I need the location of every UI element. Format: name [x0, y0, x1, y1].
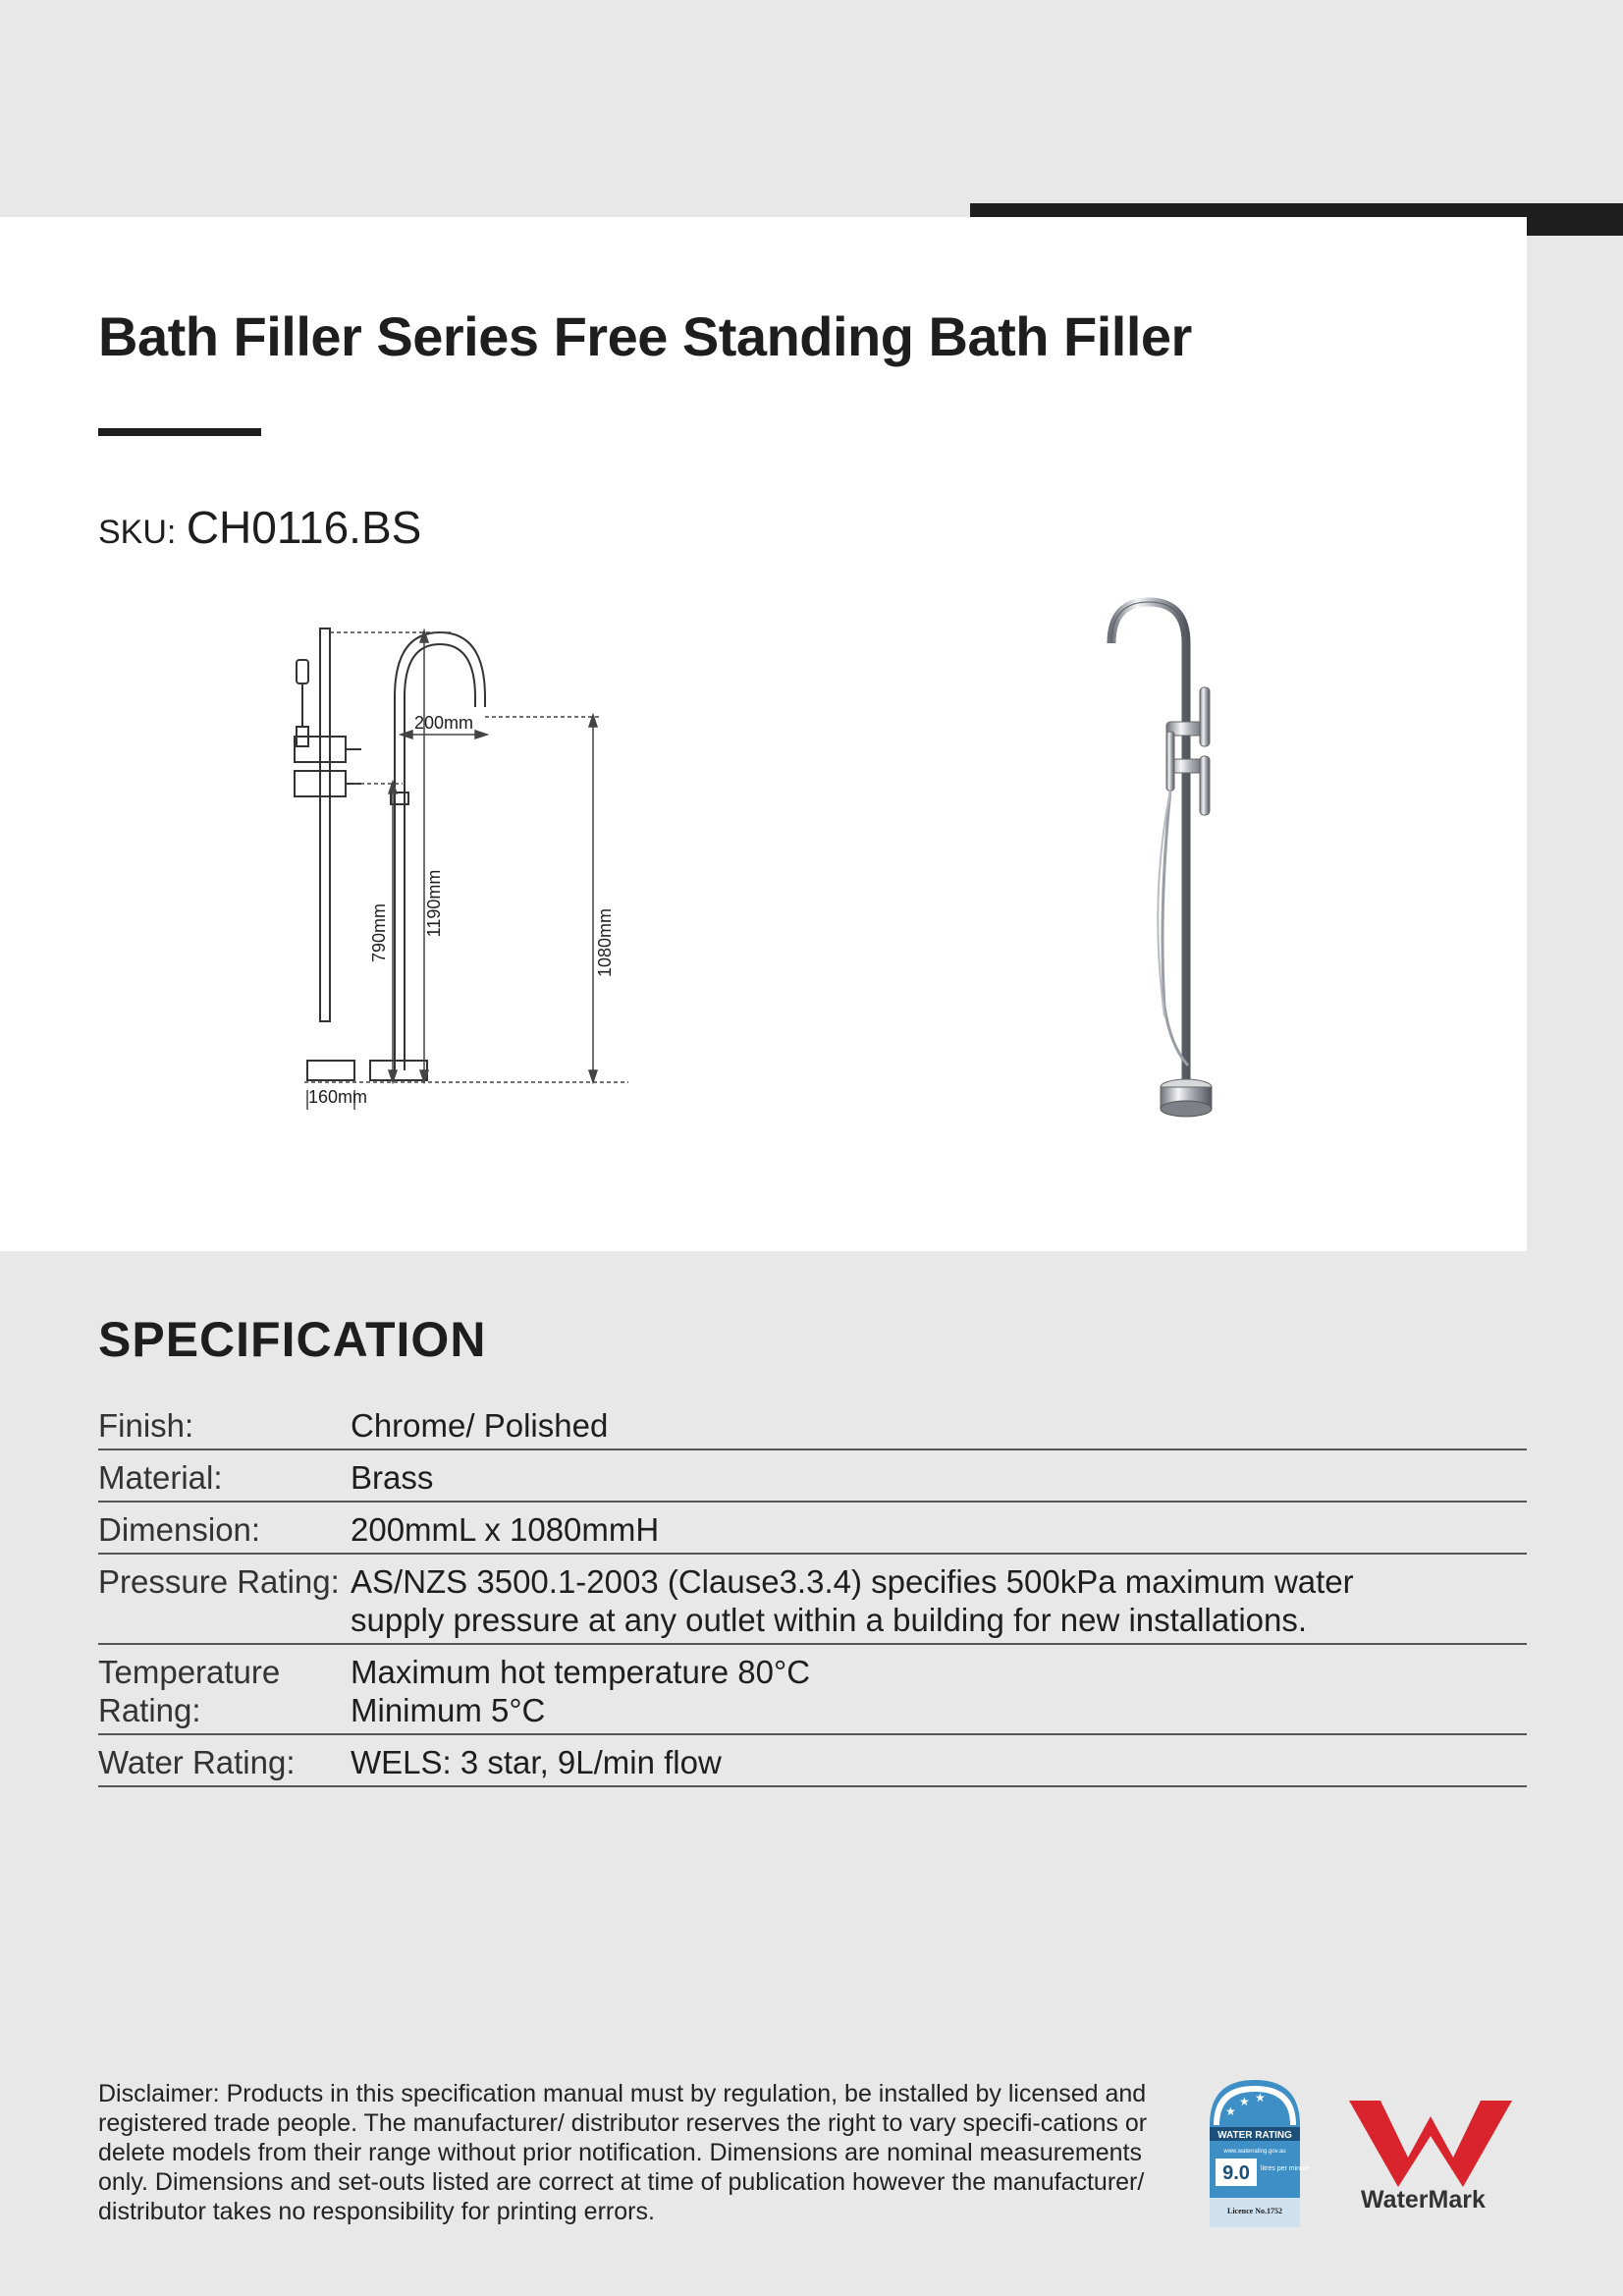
handshower-head — [297, 660, 308, 683]
spec-value — [351, 1406, 1527, 1445]
spec-label: Material: — [98, 1459, 223, 1496]
spec-value — [351, 1562, 1527, 1639]
spec-label: Water Rating: — [98, 1744, 296, 1780]
dim-790-label: 790mm — [369, 902, 389, 963]
spec-value-line: Chrome/ Polished — [351, 1407, 609, 1444]
spec-row-dimension — [98, 1503, 1527, 1555]
spec-value — [351, 1510, 1527, 1549]
watermark-label: WaterMark — [1361, 2186, 1486, 2214]
dim-1190-label: 1190mm — [424, 869, 444, 938]
sku-line — [98, 501, 421, 554]
product-photo — [1070, 584, 1267, 1124]
spec-value-line: supply pressure at any outlet within a building for new installations. — [351, 1602, 1308, 1638]
sku-value: CH0116.BS — [186, 502, 422, 553]
wels-water-rating-badge — [1210, 2080, 1310, 2227]
specification-heading: SPECIFICATION — [98, 1312, 487, 1367]
spec-value-line: Minimum 5°C — [351, 1692, 546, 1728]
spec-value — [351, 1743, 1527, 1781]
spec-row-material — [98, 1450, 1527, 1503]
spec-value-line: 200mmL x 1080mmH — [351, 1511, 660, 1548]
svg-text:★: ★ — [1225, 2105, 1236, 2118]
spec-row-temperature-rating — [98, 1645, 1527, 1735]
dim-200-label: 200mm — [414, 713, 474, 733]
wels-unit: litres per minute — [1261, 2165, 1310, 2172]
base-plate-right — [370, 1061, 427, 1080]
page-title: Bath Filler Series Free Standing Bath Filler — [98, 305, 1192, 367]
spec-row-pressure-rating — [98, 1555, 1527, 1645]
specification-table — [98, 1398, 1527, 1787]
product-panel — [0, 217, 1527, 1251]
spec-value — [351, 1458, 1527, 1497]
technical-drawing — [275, 609, 648, 1120]
spec-value — [351, 1653, 1527, 1729]
spec-label: Finish: — [98, 1407, 194, 1444]
spec-value-line: WELS: 3 star, 9L/min flow — [351, 1744, 722, 1780]
wels-heading: WATER RATING — [1217, 2130, 1292, 2141]
wels-licence: Licence No.1752 — [1227, 2207, 1282, 2215]
spec-label: Dimension: — [98, 1511, 261, 1548]
spec-label: Temperature Rating: — [98, 1654, 281, 1728]
spec-row-finish — [98, 1398, 1527, 1450]
wels-url: www.waterrating.gov.au — [1223, 2149, 1286, 2155]
dim-160-label: 160mm — [308, 1087, 368, 1107]
gooseneck-outer — [395, 632, 485, 1070]
spec-value-line: AS/NZS 3500.1-2003 (Clause3.3.4) specifies 500kPa maximum water — [351, 1563, 1354, 1600]
spec-label: Pressure Rating: — [98, 1563, 340, 1600]
spec-value-line: Maximum hot temperature 80°C — [351, 1654, 811, 1690]
disclaimer-text: Disclaimer: Products in this specification manual must by regulation, be installed by licensed and registered trade people. The manufacturer/ distributor reserves the right to vary specifi-cations or delete models from their range without prior notification. Dimensions are nominal measurements only. Dimensions and set-outs listed are correct at time of publication however the manufacturer/ distributor takes no responsibility for printing errors. — [98, 2080, 1148, 2225]
spec-row-water-rating — [98, 1735, 1527, 1787]
svg-text:★: ★ — [1255, 2091, 1266, 2105]
sku-label: SKU: — [98, 514, 177, 551]
wels-value: 9.0 — [1222, 2162, 1250, 2184]
dim-1080-label: 1080mm — [595, 907, 615, 978]
spec-value-line: Brass — [351, 1459, 434, 1496]
pillar-stem — [320, 629, 330, 1021]
svg-text:★: ★ — [1239, 2095, 1250, 2108]
base-plate-left — [307, 1061, 354, 1080]
title-underline — [98, 428, 261, 436]
